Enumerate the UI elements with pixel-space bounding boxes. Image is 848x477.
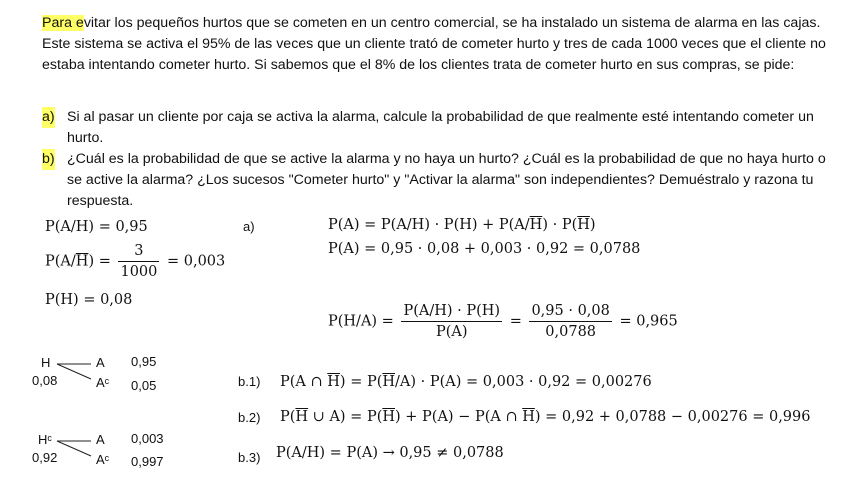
highlighted-text: Para e	[42, 15, 84, 31]
given-panh-num: 3	[118, 243, 159, 262]
bayes-lhs: P(H/A) =	[328, 313, 394, 330]
b2-a: P(	[280, 409, 296, 425]
bayes-fraction-2	[529, 303, 611, 340]
given-panh-fraction	[118, 243, 159, 280]
given-panh-value: = 0,003	[166, 253, 226, 270]
given-panh-den: 1000	[120, 264, 158, 280]
part-a-calc: P(A) = 0,95 · 0,08 + 0,003 · 0,92 = 0,0788	[328, 241, 641, 257]
tree-prob-hc-ac: 0,997	[131, 454, 164, 469]
question-a-text: Si al pasar un cliente por caja se activa la alarma, calcule la probabilidad de que realmente esté intentando cometer un hurto.	[67, 109, 814, 146]
given-pah-value: = 0,95	[98, 219, 148, 235]
given-pah	[45, 219, 148, 235]
statement-text: vitar los pequeños hurtos que se cometen en un centro comercial, se ha instalado un sistema de alarma en las cajas. Este sistema se activa el 95% de las veces que un cliente trató de cometer hurto y tres de cada 1000 veces que el cliente no estaba intentando cometer hurto. Si sabemos que el 8% de los clientes trata de cometer hurto en sus compras, se pide:	[42, 15, 826, 73]
b2-d: $\overline{H}$	[382, 409, 396, 425]
given-panh-lhs-b: $\overline{H}$	[75, 253, 89, 270]
tree-node-h-ac: Aᶜ	[96, 375, 110, 390]
question-a-label: a)	[42, 107, 55, 128]
b1-label: b.1)	[238, 374, 261, 389]
tree-node-h: H	[41, 355, 51, 370]
b1-c: ) = P(	[339, 374, 383, 390]
b3-label: b.3)	[238, 450, 261, 465]
given-ph	[45, 292, 132, 308]
tree-prob-h: 0,08	[32, 373, 58, 388]
tree-node-hc-ac: Aᶜ	[96, 452, 110, 467]
tree-node-h-a: A	[96, 355, 105, 370]
bayes-equals: =	[509, 313, 522, 330]
part-a-formula-d: $\overline{H}$	[577, 217, 590, 233]
tree-node-hc-a: A	[96, 432, 105, 447]
part-a-formula-e: )	[589, 217, 596, 233]
b2-g: ) = 0,92 + 0,0788 − 0,00276 = 0,996	[534, 409, 811, 425]
bayes-num-2: 0,95 · 0,08	[529, 303, 611, 322]
b1-a: P(A ∩	[280, 374, 328, 390]
tree-prob-h-a: 0,95	[131, 354, 157, 369]
tree-branch-hc-ac	[57, 441, 91, 456]
question-b	[42, 149, 832, 212]
given-panh-lhs-c: ) =	[88, 253, 111, 270]
tree-prob-hc-a: 0,003	[131, 431, 164, 446]
b1-e: /A) · P(A) = 0,003 · 0,92 = 0,00276	[395, 374, 652, 390]
b2-label: b.2)	[238, 410, 261, 425]
part-a-formula	[328, 217, 596, 233]
tree-prob-h-ac: 0,05	[131, 378, 157, 393]
bayes-fraction-1	[401, 303, 502, 340]
part-a-formula-c: ) · P(	[542, 217, 578, 233]
b2-f: $\overline{H}$	[522, 409, 535, 425]
part-a-formula-a: P(A) = P(A/H) · P(H) + P(A/	[328, 217, 530, 233]
question-b-text: ¿Cuál es la probabilidad de que se active la alarma y no haya un hurto? ¿Cuál es la probabilidad de que no haya hurto o se active la alarma? ¿Los sucesos "Cometer hurto" y "Activar la alarma" son independientes? Demuéstralo y razona tu respuesta.	[67, 151, 826, 209]
problem-statement	[42, 13, 832, 76]
given-panh-lhs-a: P(A/	[45, 253, 76, 270]
given-ph-value: = 0,08	[83, 292, 133, 308]
tree-prob-hc: 0,92	[32, 450, 58, 465]
b1-b: $\overline{H}$	[327, 374, 340, 390]
given-ph-lhs: P(H)	[45, 292, 79, 308]
bayes-den-2: 0,0788	[545, 324, 597, 340]
part-a-bayes	[328, 303, 678, 340]
b1-d: $\overline{H}$	[382, 374, 396, 390]
b2-b: $\overline{H}$	[295, 409, 309, 425]
bayes-result: = 0,965	[619, 313, 678, 330]
question-b-label: b)	[42, 149, 55, 170]
part-a-formula-b: $\overline{H}$	[529, 217, 543, 233]
given-panh	[45, 243, 225, 280]
b2-c: ∪ A) = P(	[308, 409, 383, 425]
b2-e: ) + P(A) − P(A ∩	[395, 409, 523, 425]
b1-formula	[280, 374, 652, 390]
question-a	[42, 107, 832, 149]
bayes-num-1: P(A/H) · P(H)	[401, 303, 502, 322]
bayes-den-1: P(A)	[435, 324, 468, 340]
b2-formula	[280, 409, 810, 425]
part-a-label: a)	[243, 219, 255, 234]
tree-node-hc: Hᶜ	[38, 432, 52, 447]
b3-formula: P(A/H) = P(A) → 0,95 ≠ 0,0788	[276, 445, 504, 461]
given-pah-lhs: P(A/H)	[45, 219, 95, 235]
tree-branch-h-ac	[57, 364, 91, 379]
